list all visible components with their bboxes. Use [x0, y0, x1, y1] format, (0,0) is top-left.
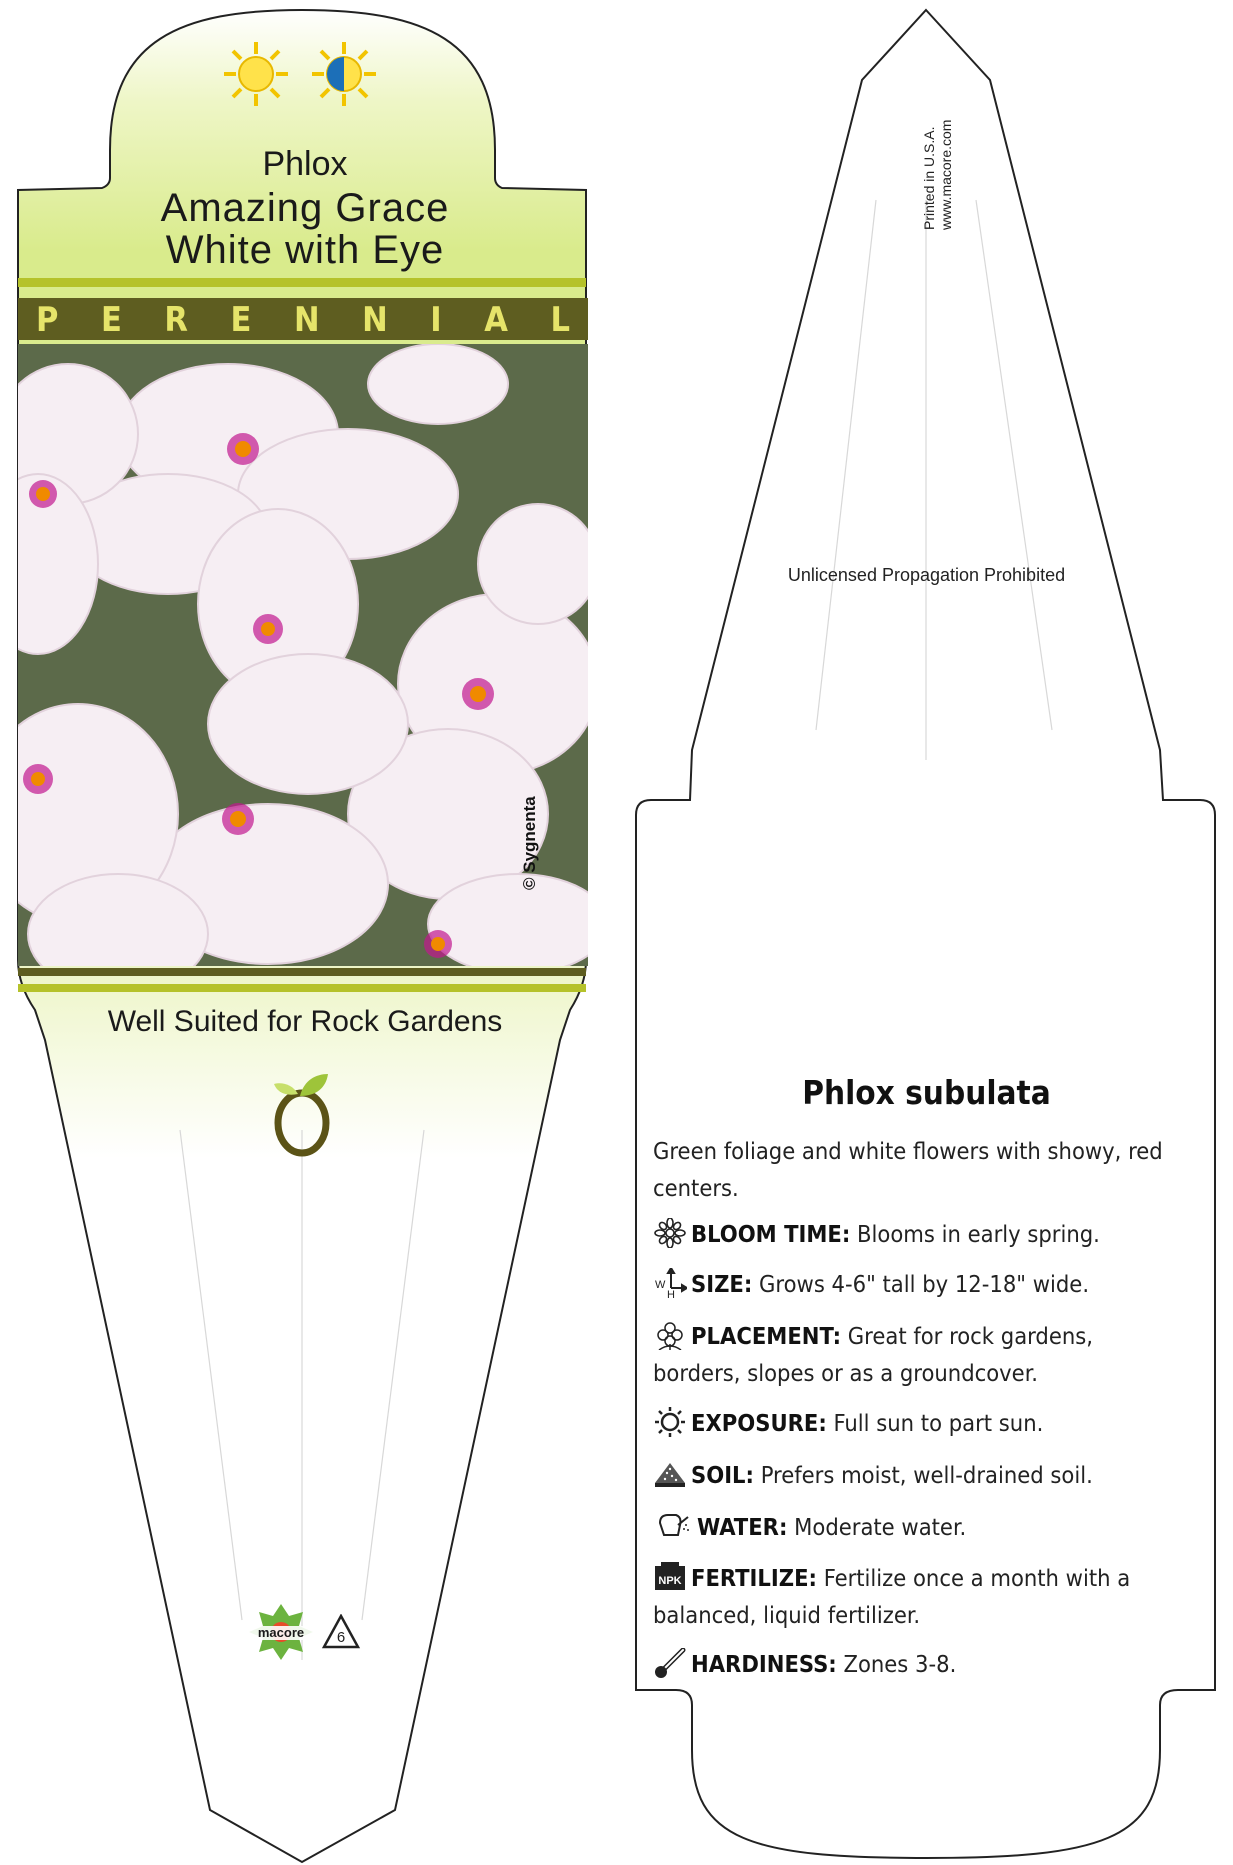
care-text: Blooms in early spring.: [857, 1220, 1100, 1248]
care-text: Prefers moist, well-drained soil.: [760, 1461, 1093, 1489]
category-letter: R: [164, 300, 188, 340]
category-letter: I: [430, 300, 442, 340]
accent-line-bottom: [18, 984, 586, 992]
soil-icon: [653, 1459, 687, 1489]
care-hardiness: [653, 1646, 1173, 1683]
recycle-code: 6: [336, 1629, 346, 1646]
full-sun-icon: [222, 40, 290, 108]
plant-genus: Phlox: [262, 145, 348, 183]
sprout-logo-icon: [270, 1068, 334, 1158]
care-text: Moderate water.: [794, 1513, 967, 1541]
recycle-icon: [321, 1614, 361, 1650]
plant-description: Green foliage and white flowers with showy, red centers.: [653, 1137, 1163, 1202]
npk-text: NPK: [658, 1575, 682, 1587]
propagation-notice: Unlicensed Propagation Prohibited: [787, 565, 1066, 585]
accent-line-top: [18, 278, 586, 287]
flower-icon: [653, 1218, 687, 1248]
watering-can-icon: [653, 1511, 693, 1541]
care-size: [653, 1266, 1173, 1303]
category-letter: N: [362, 300, 388, 340]
size-icon-w: W: [655, 1279, 666, 1291]
category-letter: E: [230, 300, 252, 340]
care-text: Full sun to part sun.: [833, 1409, 1044, 1437]
care-placement: [653, 1318, 1173, 1392]
category-letter: N: [293, 300, 320, 340]
npk-icon: [653, 1562, 687, 1592]
species-name: Phlox subulata: [802, 1073, 1051, 1112]
thermometer-icon: [653, 1648, 687, 1678]
care-exposure: [653, 1405, 1173, 1442]
part-sun-icon: [310, 40, 378, 108]
care-bloom-time: [653, 1216, 1173, 1253]
category-letter: A: [484, 300, 508, 340]
placement-icon: [653, 1320, 687, 1350]
care-label: SOIL:: [691, 1461, 754, 1489]
care-fertilize: [653, 1560, 1173, 1634]
printed-in: Printed in U.S.A.: [921, 126, 937, 230]
care-label: HARDINESS:: [691, 1650, 837, 1678]
category-label: [18, 300, 588, 340]
care-text: Great for rock gardens, borders, slopes or as a groundcover.: [653, 1322, 1093, 1387]
photo-credit: © Sygnenta: [520, 796, 539, 890]
care-label: BLOOM TIME:: [691, 1220, 851, 1248]
care-label: WATER:: [697, 1513, 788, 1541]
care-text: Zones 3-8.: [843, 1650, 957, 1678]
flower-photo: [18, 344, 588, 966]
care-soil: [653, 1457, 1173, 1494]
care-text: Grows 4-6" tall by 12-18" wide.: [759, 1270, 1090, 1298]
category-letter: E: [100, 300, 122, 340]
cultivar-name-line2: White with Eye: [165, 228, 445, 272]
size-icon-h: H: [667, 1289, 675, 1298]
cultivar-name-line1: Amazing Grace: [160, 186, 450, 230]
macore-logo-text: macore: [257, 1625, 305, 1640]
care-label: EXPOSURE:: [691, 1409, 827, 1437]
care-water: [653, 1509, 1173, 1546]
care-text: Fertilize once a month with a balanced, liquid fertilizer.: [653, 1564, 1131, 1629]
care-label: PLACEMENT:: [691, 1322, 842, 1350]
category-letter: L: [550, 300, 570, 340]
website: www.macore.com: [938, 119, 954, 230]
macore-logo: [245, 1602, 317, 1662]
care-label: SIZE:: [691, 1270, 753, 1298]
sun-icon: [653, 1407, 687, 1437]
tagline: Well Suited for Rock Gardens: [107, 1005, 503, 1038]
care-label: FERTILIZE:: [691, 1564, 817, 1592]
category-letter: P: [36, 300, 59, 340]
size-icon: [653, 1268, 687, 1298]
